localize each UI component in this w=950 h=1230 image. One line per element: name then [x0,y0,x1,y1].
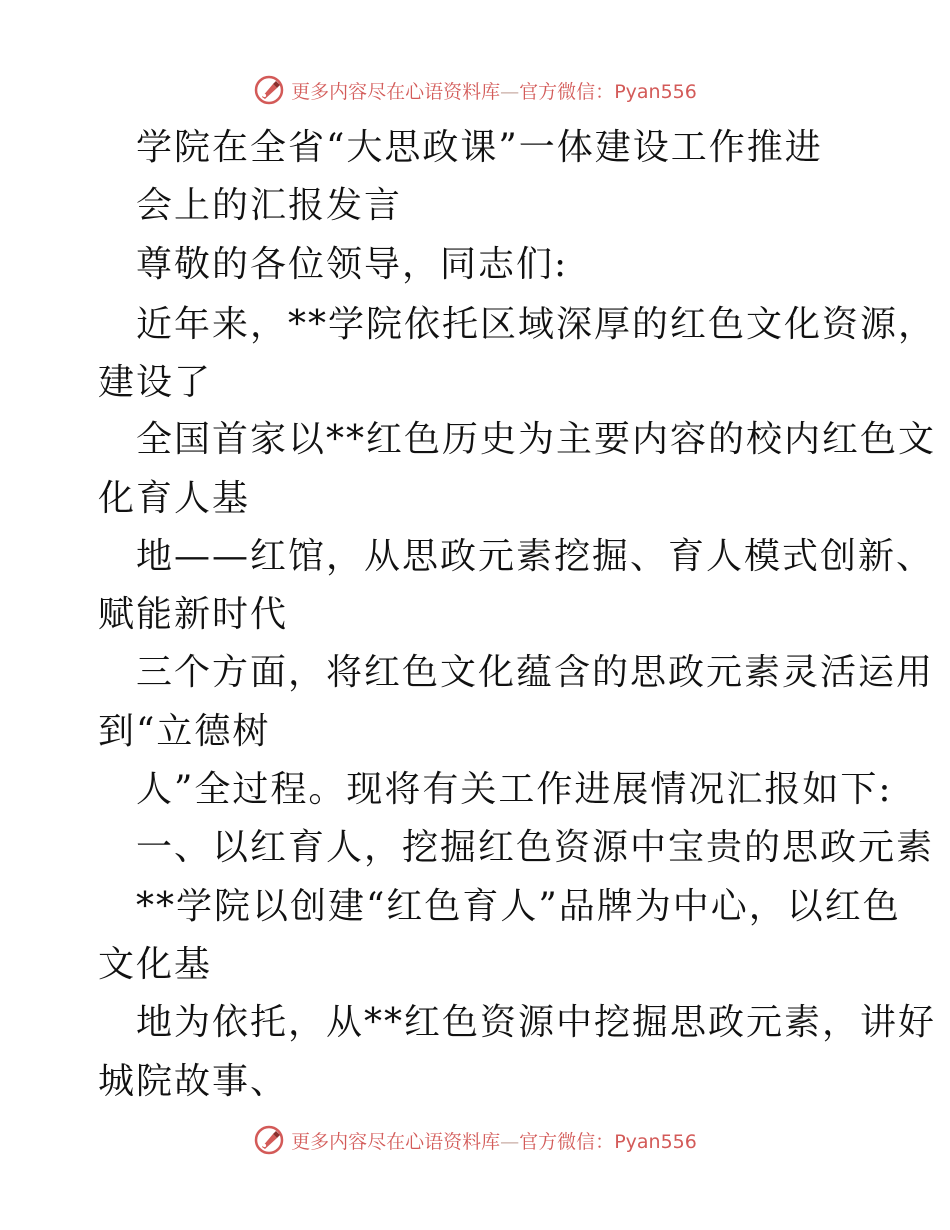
paragraph-line: 人”全过程。现将有关工作进展情况汇报如下: [136,769,893,810]
watermark-text [291,1127,697,1154]
paragraph-line: 化育人基 [98,478,251,519]
paragraph-line: 城院故事、 [98,1061,289,1102]
watermark-site-text: 更多内容尽在心语资料库 [291,1130,501,1153]
footer-watermark [0,1120,950,1160]
paragraph-line: 到“立德树 [98,711,271,752]
paragraph-line: 三个方面，将红色文化蕴含的思政元素灵活运用 [136,652,935,693]
salutation: 尊敬的各位领导，同志们: [136,244,569,285]
watermark-wechat-id: Pyan556 [614,80,697,103]
paragraph-line: 文化基 [98,944,213,985]
watermark-separator: — [500,1130,520,1153]
watermark-wechat-label: 官方微信： [519,80,615,103]
paragraph-line: 赋能新时代 [98,594,289,635]
watermark-wechat-label: 官方微信： [519,1130,615,1153]
paragraph-line: 地为依托，从**红色资源中挖掘思政元素，讲好 [136,1002,937,1043]
paragraph-line: 建设了 [98,362,213,403]
header-watermark [0,70,950,110]
paragraph-line: **学院以创建“红色育人”品牌为中心，以红色 [136,886,901,927]
pen-nib-logo-icon [253,1124,285,1156]
watermark-separator: — [500,80,520,103]
watermark-site-text: 更多内容尽在心语资料库 [291,80,501,103]
watermark-text [291,77,697,104]
paragraph-line: 近年来，**学院依托区域深厚的红色文化资源， [136,304,937,345]
pen-nib-logo-icon [253,74,285,106]
title-line-1: 学院在全省“大思政课”一体建设工作推进 [136,127,823,168]
watermark-wechat-id: Pyan556 [614,1130,697,1153]
paragraph-line: 地——红馆，从思政元素挖掘、育人模式创新、 [136,536,935,577]
paragraph-line: 全国首家以**红色历史为主要内容的校内红色文 [136,419,937,460]
section-heading: 一、以红育人，挖掘红色资源中宝贵的思政元素 [136,827,935,868]
title-line-2: 会上的汇报发言 [136,185,403,226]
